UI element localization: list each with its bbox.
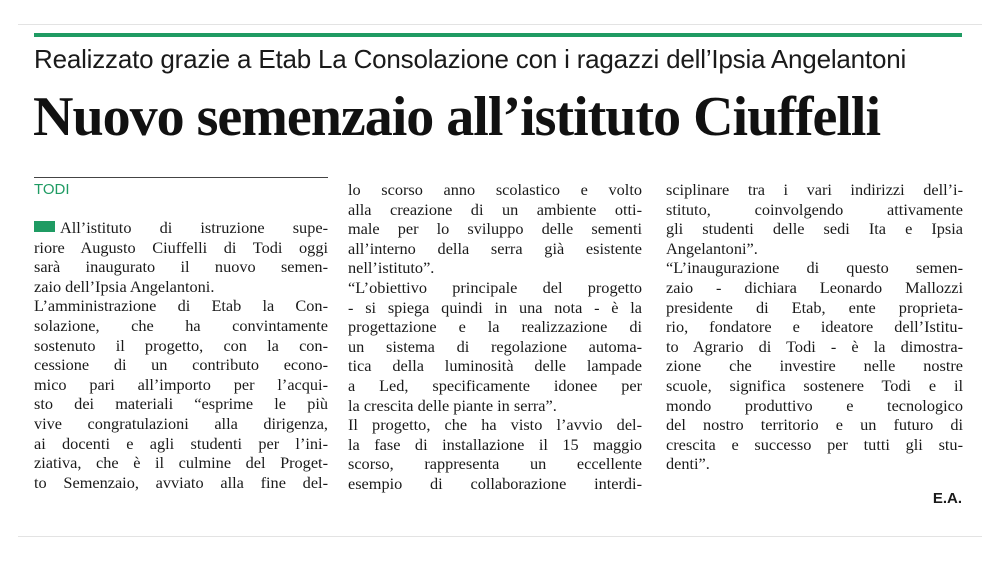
body-line: Il progetto, che ha visto l’avvio del- [348,415,642,435]
body-line: - si spiega quindi in una nota - è la [348,297,642,317]
body-line: solazione, che ha convintamente [34,315,328,335]
kicker: Realizzato grazie a Etab La Consolazione con i ragazzi dell’Ipsia Angelantoni [34,44,907,74]
body-line: to Agrario di Todi - è la dimostra- [666,336,963,356]
body-line: “L’obiettivo principale del progetto [348,277,642,297]
body-line: male per lo sviluppo delle sementi [348,219,642,239]
body-line: la fase di installazione il 15 maggio [348,434,642,454]
body-line: gli studenti delle sedi Ita e Ipsia [666,219,963,239]
body-line: sciplinare tra i vari indirizzi dell’i- [666,180,963,199]
body-line: mico pari all’importo per l’acqui- [34,374,328,394]
body-line: presidente di Etab, ente proprieta- [666,297,963,317]
body-line: esempio di collaborazione interdi- [348,473,642,493]
article-column-2 [348,180,642,494]
body-line: sto dei materiali “esprime le più [34,394,328,414]
body-line: la crescita delle piante in serra”. [348,395,557,415]
body-line: zaio - dichiara Leonardo Mallozzi [666,277,963,297]
author-signature: E.A. [932,490,962,507]
body-line: ziativa, che è il culmine del Proget- [34,453,328,473]
body-line: zione che investire nelle nostre [666,356,963,376]
body-line: stituto, coinvolgendo attivamente [666,199,963,219]
body-line [34,218,328,238]
body-line: a Led, specificamente idonee per [348,375,642,395]
body-line: rio, fondatore e ideatore dell’Istitu- [666,317,963,337]
body-line: un sistema di regolazione automa- [348,336,642,356]
body-line: lo scorso anno scolastico e volto [348,180,642,199]
section-label: TODI [34,181,70,198]
lead-marker-icon [34,221,55,232]
body-line: scorso, rappresenta un eccellente [348,454,642,474]
top-frame-line [18,24,982,25]
green-rule [34,33,962,37]
bottom-frame-line [18,536,982,537]
article-column-1 [34,218,328,492]
body-line-text: All’istituto di istruzione supe- [60,218,328,237]
body-line: scuole, significa sostenere Todi e il [666,375,963,395]
headline: Nuovo semenzaio all’istituto Ciuffelli [33,86,881,148]
body-line: sarà inaugurato il nuovo semen- [34,257,328,277]
body-line: all’interno della serra già esistente [348,238,642,258]
body-line: Angelantoni”. [666,238,758,258]
section-rule [34,177,328,178]
body-line: del nostro territorio e un futuro di [666,415,963,435]
body-line: ai docenti e agli studenti per l’ini- [34,433,328,453]
body-line: cessione di un contributo econo- [34,355,328,375]
article-column-3 [666,180,963,474]
body-line: zaio dell’Ipsia Angelantoni. [34,276,215,296]
body-line: vive congratulazioni alla dirigenza, [34,413,328,433]
body-line: riore Augusto Ciuffelli di Todi oggi [34,237,328,257]
body-line: to Semenzaio, avviato alla fine del- [34,472,328,492]
body-line: progettazione e la realizzazione di [348,317,642,337]
body-line: crescita e successo per tutti gli stu- [666,434,963,454]
body-line: tica della luminosità delle lampade [348,356,642,376]
body-line: alla creazione di un ambiente otti- [348,199,642,219]
body-line: nell’istituto”. [348,258,435,278]
body-line: denti”. [666,454,710,474]
body-line: “L’inaugurazione di questo semen- [666,258,963,278]
body-line: L’amministrazione di Etab la Con- [34,296,328,316]
body-line: sostenuto il progetto, con la con- [34,335,328,355]
body-line: mondo produttivo e tecnologico [666,395,963,415]
